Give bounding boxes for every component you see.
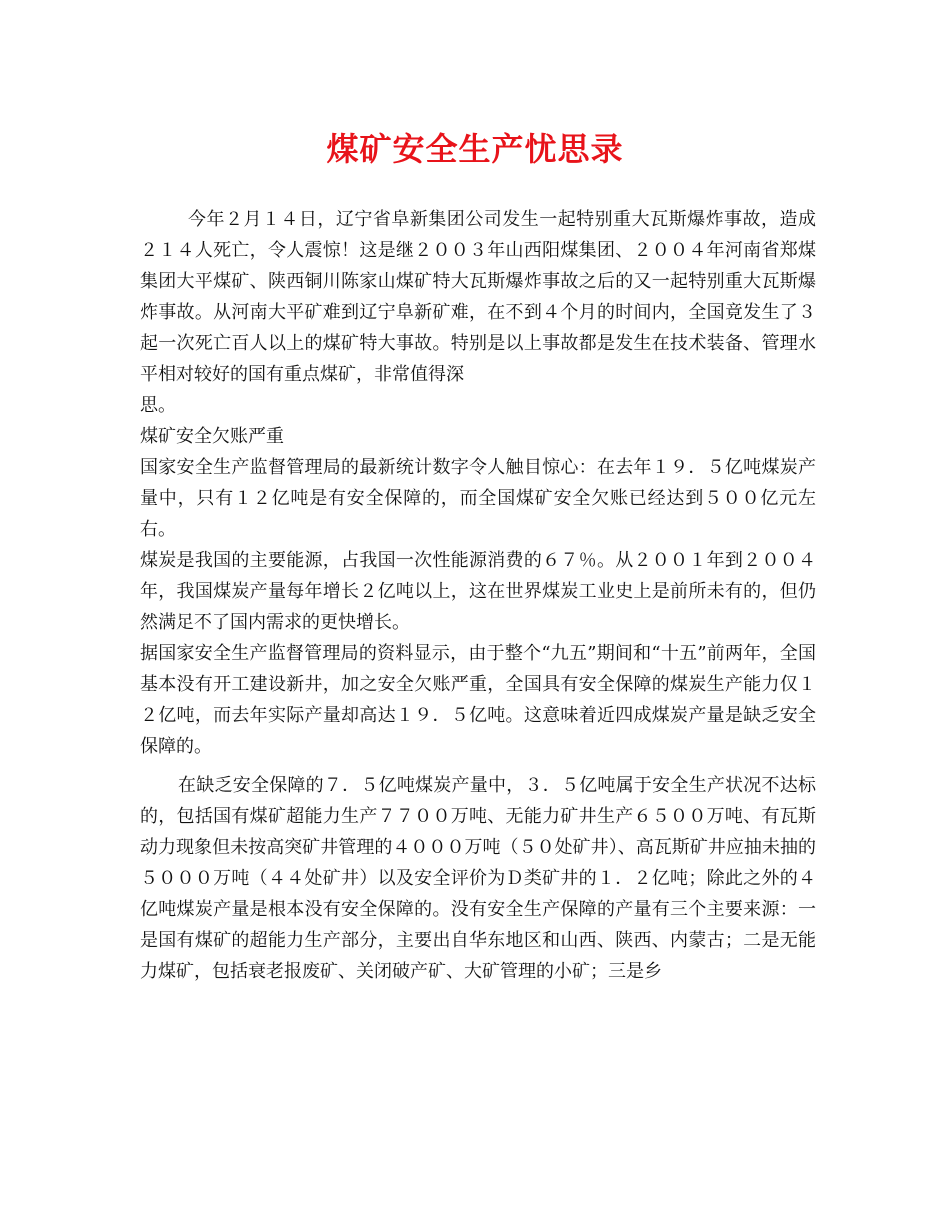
section-heading: 煤矿安全欠账严重 bbox=[140, 426, 284, 447]
paragraph-breakdown: 在缺乏安全保障的７．５亿吨煤炭产量中，３．５亿吨属于安全生产状况不达标的，包括国有煤矿超能力生产７７００万吨、无能力矿井生产６５００万吨、有瓦斯动力现象但未按高突矿井管理的４０００万吨（５０处矿井）、高瓦斯矿井应抽未抽的５０００万吨（４４处矿井）以及安全评价为Ｄ类矿井的１．２亿吨；除此之外的４亿吨煤炭产量是根本没有安全保障的。没有安全生产保障的产量有三个主要来源：一是国有煤矿的超能力生产部分，主要出自华东地区和山西、陕西、内蒙古；二是无能力煤矿，包括衰老报废矿、关闭破产矿、大矿管理的小矿；三是乡 bbox=[140, 775, 816, 982]
paragraph-intro: 今年２月１４日，辽宁省阜新集团公司发生一起特别重大瓦斯爆炸事故，造成２１４人死亡，令人震惊！这是继２００３年山西阳煤集团、２００４年河南省郑煤集团大平煤矿、陕西铜川陈家山煤矿特大瓦斯爆炸事故之后的又一起特别重大瓦斯爆炸事故。从河南大平矿难到辽宁阜新矿难，在不到４个月的时间内，全国竟发生了３起一次死亡百人以上的煤矿特大事故。特别是以上事故都是发生在技术装备、管理水平相对较好的国有重点煤矿，非常值得深 bbox=[140, 209, 816, 385]
document-body bbox=[140, 204, 816, 987]
paragraph-capacity: 据国家安全生产监督管理局的资料显示，由于整个“九五”期间和“十五”前两年，全国基本没有开工建设新井，加之安全欠账严重，全国具有安全保障的煤炭生产能力仅１２亿吨，而去年实际产量却高达１９．５亿吨。这意味着近四成煤炭产量是缺乏安全保障的。 bbox=[140, 643, 816, 757]
document-title: 煤矿安全生产忧思录 bbox=[326, 130, 624, 168]
paragraph-intro-end: 思。 bbox=[140, 395, 176, 416]
paragraph-energy: 煤炭是我国的主要能源，占我国一次性能源消费的６７％。从２００１年到２００４年，我国煤炭产量每年增长２亿吨以上，这在世界煤炭工业史上是前所未有的，但仍然满足不了国内需求的更快增长。 bbox=[140, 550, 816, 633]
paragraph-statistics: 国家安全生产监督管理局的最新统计数字令人触目惊心：在去年１９．５亿吨煤炭产量中，只有１２亿吨是有安全保障的，而全国煤矿安全欠账已经达到５００亿元左右。 bbox=[140, 457, 816, 540]
